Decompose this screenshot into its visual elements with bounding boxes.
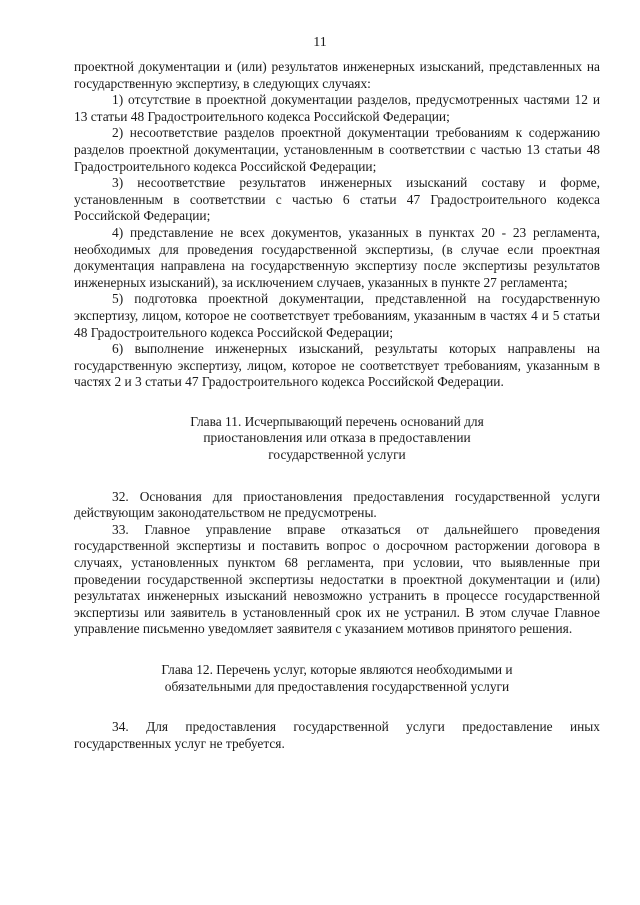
paragraph-32: 32. Основания для приостановления предоставления государственной услуги действующим законодательством не предусмотрены. bbox=[74, 488, 600, 521]
page-number: 11 bbox=[313, 35, 327, 50]
paragraph-33: 33. Главное управление вправе отказаться от дальнейшего проведения государственной экспертизы и поставить вопрос о досрочном расторжении договора в случаях, установленных пунктом 68 регламента, при условии, что выявленные при проведении государственной экспертизы недостатки в проектной документации и (или) результатах инженерных изысканий невозможно устранить в процессе государственной экспертизы или заявитель в установленный срок их не устранил. В этом случае Главное управление письменно уведомляет заявителя с указанием мотивов принятого решения. bbox=[74, 521, 600, 637]
paragraph-continuation: проектной документации и (или) результатов инженерных изысканий, представленных на государственную экспертизу, в следующих случаях: bbox=[74, 59, 600, 91]
list-item-6: 6) выполнение инженерных изысканий, результаты которых направлены на государственную экспертизу, лицом, которое не соответствует требованиям, указанным в частях 2 и 3 статьи 47 Градостроительного кодекса Российской Федерации. bbox=[74, 341, 600, 390]
chapter-11-heading bbox=[74, 414, 600, 464]
chapter-11-line-3: государственной услуги bbox=[268, 447, 406, 463]
chapter-11-line-1: Глава 11. Исчерпывающий перечень оснований для bbox=[190, 413, 484, 429]
list-item-3: 3) несоответствие результатов инженерных изысканий составу и форме, установленным в соответствии с частью 6 статьи 47 Градостроительного кодекса Российской Федерации; bbox=[74, 175, 600, 224]
paragraph-34: 34. Для предоставления государственной услуги предоставление иных государственных услуг не требуется. bbox=[74, 719, 600, 751]
list-item-2: 2) несоответствие разделов проектной документации требованиям к содержанию разделов проектной документации, установленным в соответствии с частью 13 статьи 48 Градостроительного кодекса Российской Федерации; bbox=[74, 125, 600, 174]
list-item-4: 4) представление не всех документов, указанных в пунктах 20 - 23 регламента, необходимых для проведения государственной экспертизы, (в случае если проектная документация направлена на государственную экспертизу после экспертизы результатов инженерных изысканий), за исключением случаев, указанных в пункте 27 регламента; bbox=[74, 224, 600, 290]
chapter-12-heading bbox=[74, 662, 600, 695]
list-item-1: 1) отсутствие в проектной документации разделов, предусмотренных частями 12 и 13 статьи 48 Градостроительного кодекса Российской Федерации; bbox=[74, 92, 600, 124]
chapter-12-line-2: обязательными для предоставления государственной услуги bbox=[164, 678, 510, 694]
chapter-12-line-1: Глава 12. Перечень услуг, которые являются необходимыми и bbox=[161, 662, 513, 677]
document-body bbox=[74, 59, 600, 752]
list-item-5: 5) подготовка проектной документации, представленной на государственную экспертизу, лицом, которое не соответствует требованиям, указанным в частях 4 и 5 статьи 48 Градостроительного кодекса Российской Федерации; bbox=[74, 291, 600, 340]
chapter-11-line-2: приостановления или отказа в предоставлении bbox=[203, 430, 471, 446]
